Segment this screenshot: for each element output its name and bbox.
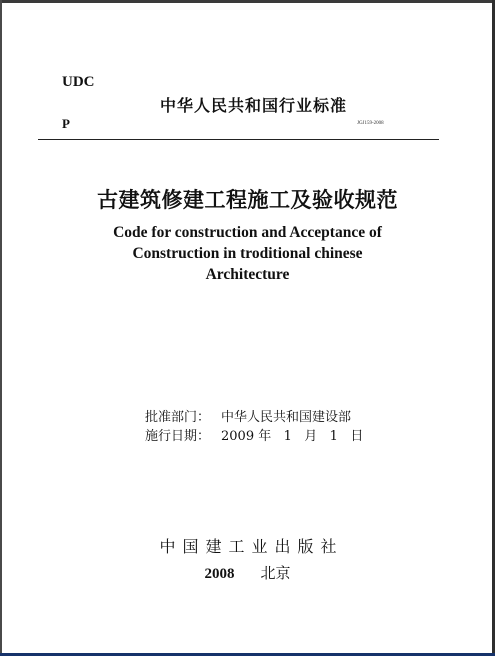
effective-date-label: 施行日期：: [145, 429, 211, 444]
window-frame-left: [0, 0, 2, 656]
title-english-line: Architecture: [205, 266, 290, 283]
title-english-line: Construction in troditional chinese: [132, 245, 363, 262]
standard-type: 中华人民共和国行业标准: [160, 96, 348, 115]
standard-number: JGJ159-2008: [357, 121, 384, 126]
header-divider: [38, 139, 439, 140]
approval-dept-value: 中华人民共和国建设部: [221, 410, 352, 425]
window-frame-top: [0, 0, 495, 3]
approval-info: [145, 408, 363, 446]
effective-date-row: [145, 427, 363, 446]
publisher-name: 中国建工业出版社: [159, 537, 344, 556]
udc-label: UDC: [62, 74, 95, 90]
publication-place: [0, 562, 495, 583]
effective-date-value: 2009 年 1 月 1 日: [221, 429, 364, 444]
classification-code: P: [62, 116, 70, 131]
publication-year: 2008: [204, 566, 235, 582]
approval-dept-row: [145, 408, 363, 427]
approval-dept-label: 批准部门：: [145, 410, 211, 425]
title-chinese: 古建筑修建工程施工及验收规范: [97, 188, 398, 212]
publication-city: 北京: [260, 564, 291, 582]
title-english-line: Code for construction and Acceptance of: [113, 224, 382, 241]
title-english: [0, 222, 495, 285]
